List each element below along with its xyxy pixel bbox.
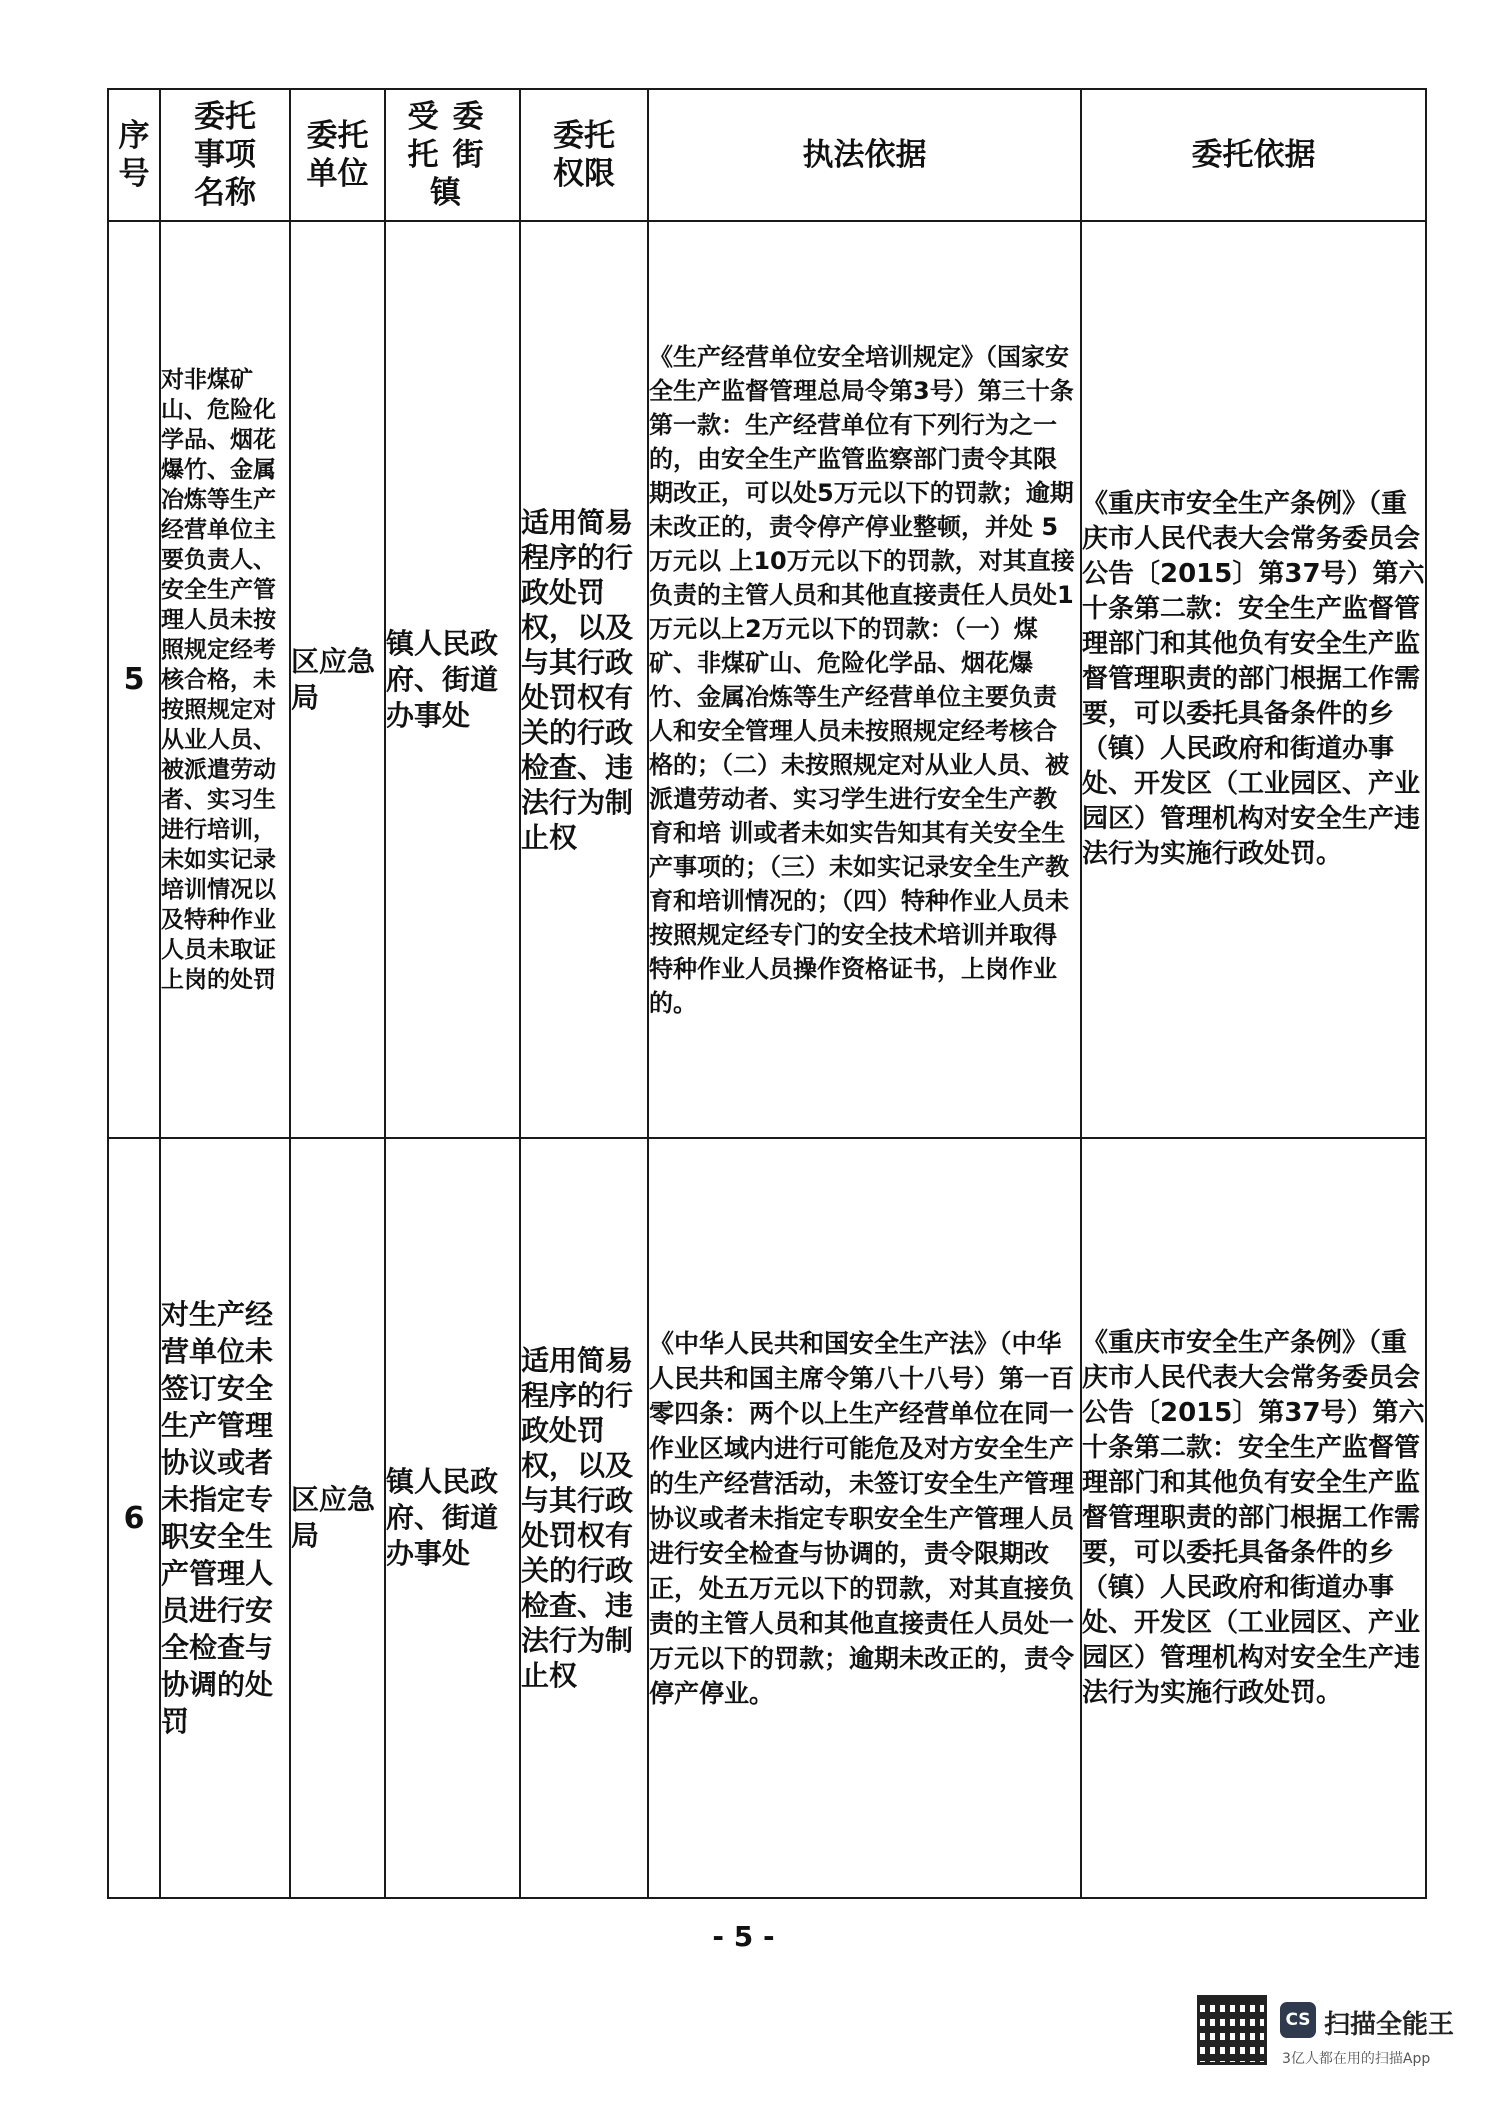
header-authority: 委托权限 <box>520 89 648 221</box>
header-row <box>108 89 1426 221</box>
header-town: 受委托街镇 <box>385 89 520 221</box>
enforcement-basis: 《生产经营单位安全培训规定》（国家安全生产监督管理总局令第3号）第三十条第一款：生产经营单位有下列行为之一的，由安全生产监管监察部门责令其限期改正，可以处5万元以下的罚款；逾期未改正的，责令停产停业整顿，并处 5 万元以 上10万元以下的罚款，对其直接负责的主管人员和其他直接责任人员处1万元以上2万元以下的罚款：（一）煤矿、非煤矿山、危险化学品、烟花爆竹、金属冶炼等生产经营单位主要负责人和安全管理人员未按照规定经考核合格的；（二）未按照规定对从业人员、被派遣劳动者、实习学生进行安全生产教育和培 训或者未如实告知其有关安全生产事项的；（三）未如实记录安全生产教育和培训情况的；（四）特种作业人员未按照规定经专门的安全技术培训并取得特种作业人员操作资格证书，上岗作业的。 <box>648 221 1081 1138</box>
camscanner-logo-icon: CS <box>1280 2002 1316 2038</box>
page-number: - 5 - <box>712 1920 775 1953</box>
qr-code-icon <box>1197 1995 1267 2065</box>
header-index: 序号 <box>108 89 160 221</box>
delegated-town: 镇人民政府、街道办事处 <box>385 1138 520 1898</box>
header-delegation: 委托依据 <box>1081 89 1426 221</box>
item-name: 对非煤矿山、危险化学品、烟花爆竹、金属冶炼等生产经营单位主要负责人、安全生产管理人员未按照规定经考核合格，未按照规定对从业人员、被派遣劳动者、实习生进行培训，未如实记录培训情况以及特种作业人员未取证上岗的处罚 <box>160 221 290 1138</box>
scanner-watermark-tagline: 3亿人都在用的扫描App <box>1282 2051 1431 2067</box>
row-index: 6 <box>108 1138 160 1898</box>
header-name: 委托事项名称 <box>160 89 290 221</box>
row-index: 5 <box>108 221 160 1138</box>
item-name: 对生产经营单位未签订安全生产管理协议或者未指定专职安全生产管理人员进行安全检查与协调的处罚 <box>160 1138 290 1898</box>
delegated-authority: 适用简易程序的行政处罚权，以及与其行政处罚权有关的行政检查、违法行为制止权 <box>520 221 648 1138</box>
table-row <box>108 221 1426 1138</box>
header-unit: 委托单位 <box>290 89 385 221</box>
scanner-watermark-title: 扫描全能王 <box>1324 2010 1455 2040</box>
delegating-unit: 区应急局 <box>290 1138 385 1898</box>
header-basis: 执法依据 <box>648 89 1081 221</box>
delegating-unit: 区应急局 <box>290 221 385 1138</box>
delegated-town: 镇人民政府、街道办事处 <box>385 221 520 1138</box>
delegation-basis: 《重庆市安全生产条例》（重庆市人民代表大会常务委员会公告〔2015〕第37号）第六十条第二款：安全生产监督管理部门和其他负有安全生产监督管理职责的部门根据工作需要，可以委托具备条件的乡（镇）人民政府和街道办事处、开发区（工业园区、产业园区）管理机构对安全生产违法行为实施行政处罚。 <box>1081 1138 1426 1898</box>
enforcement-basis: 《中华人民共和国安全生产法》（中华人民共和国主席令第八十八号）第一百零四条：两个以上生产经营单位在同一作业区域内进行可能危及对方安全生产的生产经营活动，未签订安全生产管理协议或者未指定专职安全生产管理人员进行安全检查与协调的，责令限期改正，处五万元以下的罚款，对其直接负责的主管人员和其他直接责任人员处一万元以下的罚款；逾期未改正的，责令停产停业。 <box>648 1138 1081 1898</box>
delegation-basis: 《重庆市安全生产条例》（重庆市人民代表大会常务委员会公告〔2015〕第37号）第六十条第二款：安全生产监督管理部门和其他负有安全生产监督管理职责的部门根据工作需要，可以委托具备条件的乡（镇）人民政府和街道办事处、开发区（工业园区、产业园区）管理机构对安全生产违法行为实施行政处罚。 <box>1081 221 1426 1138</box>
table-row <box>108 1138 1426 1898</box>
delegation-table <box>107 88 1427 1899</box>
delegated-authority: 适用简易程序的行政处罚权，以及与其行政处罚权有关的行政检查、违法行为制止权 <box>520 1138 648 1898</box>
